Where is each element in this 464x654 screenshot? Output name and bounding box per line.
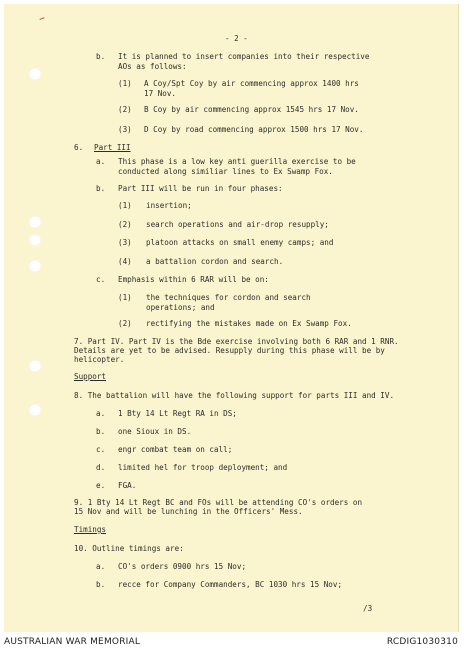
subpara-text: a battalion cordon and search. (146, 257, 284, 266)
para-text: engr combat team on call; (118, 445, 233, 454)
section-heading: Timings (74, 525, 107, 534)
punch-hole (29, 404, 41, 416)
para-label: a. (96, 157, 106, 166)
para-label: c. (96, 275, 106, 284)
para-text: 10. Outline timings are: (74, 544, 184, 553)
para-text: AOs as follows: (118, 62, 187, 71)
para-label: b. (96, 52, 106, 61)
para-label: b. (96, 580, 106, 589)
footer-reference: RCDIG1030310 (386, 637, 458, 647)
para-text: 1 Bty 14 Lt Regt RA in DS; (118, 409, 237, 418)
subpara-number: (3) (118, 125, 132, 134)
punch-hole (29, 68, 41, 80)
para-text: Emphasis within 6 RAR will be on: (118, 275, 269, 284)
page-number: - 2 - (225, 34, 248, 43)
subpara-text: operations; and (146, 303, 215, 312)
subpara-number: (3) (118, 238, 132, 247)
para-text: one Sioux in DS. (118, 427, 192, 436)
punch-hole (29, 260, 41, 272)
para-text: This phase is a low key anti guerilla exercise to be (118, 157, 356, 166)
para-label: b. (96, 427, 106, 436)
subpara-text: B Coy by air commencing approx 1545 hrs 17 Nov. (144, 105, 359, 114)
para-text: FGA. (118, 481, 137, 490)
para-text: limited hel for troop deployment; and (118, 463, 288, 472)
document-page (4, 4, 459, 632)
subpara-text: platoon attacks on small enemy camps; and (146, 238, 334, 247)
subpara-number: (1) (118, 293, 132, 302)
para-label: d. (96, 463, 106, 472)
para-text: 15 Nov and will be lunching in the Officers' Mess. (74, 507, 303, 516)
subpara-number: (1) (118, 79, 132, 88)
para-label: e. (96, 481, 106, 490)
subpara-number: (4) (118, 257, 132, 266)
para-text: 7. Part IV. Part IV is the Bde exercise involving both 6 RAR and 1 RNR. (74, 337, 399, 346)
subpara-text: rectifying the mistakes made on Ex Swamp Fox. (146, 319, 352, 328)
red-pen-mark (39, 17, 45, 22)
section-title: Part III (94, 143, 131, 152)
para-text: 8. The battalion will have the following support for parts III and IV. (74, 391, 395, 400)
subpara-number: (2) (118, 105, 132, 114)
para-label: a. (96, 409, 106, 418)
footer-source: AUSTRALIAN WAR MEMORIAL (4, 637, 141, 647)
para-label: b. (96, 184, 106, 193)
section-heading: Support (74, 372, 107, 381)
subpara-text: A Coy/Spt Coy by air commencing approx 1400 hrs (144, 79, 359, 88)
subpara-text: search operations and air-drop resupply; (146, 220, 329, 229)
punch-hole (29, 360, 41, 372)
subpara-text: insertion; (146, 201, 192, 210)
subpara-number: (2) (118, 319, 132, 328)
subpara-number: (1) (118, 201, 132, 210)
subpara-number: (2) (118, 220, 132, 229)
para-text: It is planned to insert companies into their respective (118, 52, 370, 61)
para-text: conducted along similiar lines to Ex Swamp Fox. (118, 167, 333, 176)
para-number: 6. (74, 143, 84, 152)
para-text: CO's orders 0900 hrs 15 Nov; (118, 562, 247, 571)
subpara-text: the techniques for cordon and search (146, 293, 311, 302)
para-text: recce for Company Commanders, BC 1030 hrs 15 Nov; (118, 580, 343, 589)
subpara-text: D Coy by road commencing approx 1500 hrs 17 Nov. (144, 125, 364, 134)
para-text: Details are yet to be advised. Resupply during this phase will be by (74, 346, 385, 355)
para-label: a. (96, 562, 106, 571)
para-text: Part III will be run in four phases: (118, 184, 283, 193)
subpara-text: 17 Nov. (144, 89, 177, 98)
para-label: c. (96, 445, 106, 454)
punch-hole (29, 234, 41, 246)
punch-hole (29, 216, 41, 228)
para-text: helicopter. (74, 355, 125, 364)
para-text: 9. 1 Bty 14 Lt Regt BC and FOs will be attending CO's orders on (74, 498, 363, 507)
continuation-marker: /3 (363, 604, 373, 613)
